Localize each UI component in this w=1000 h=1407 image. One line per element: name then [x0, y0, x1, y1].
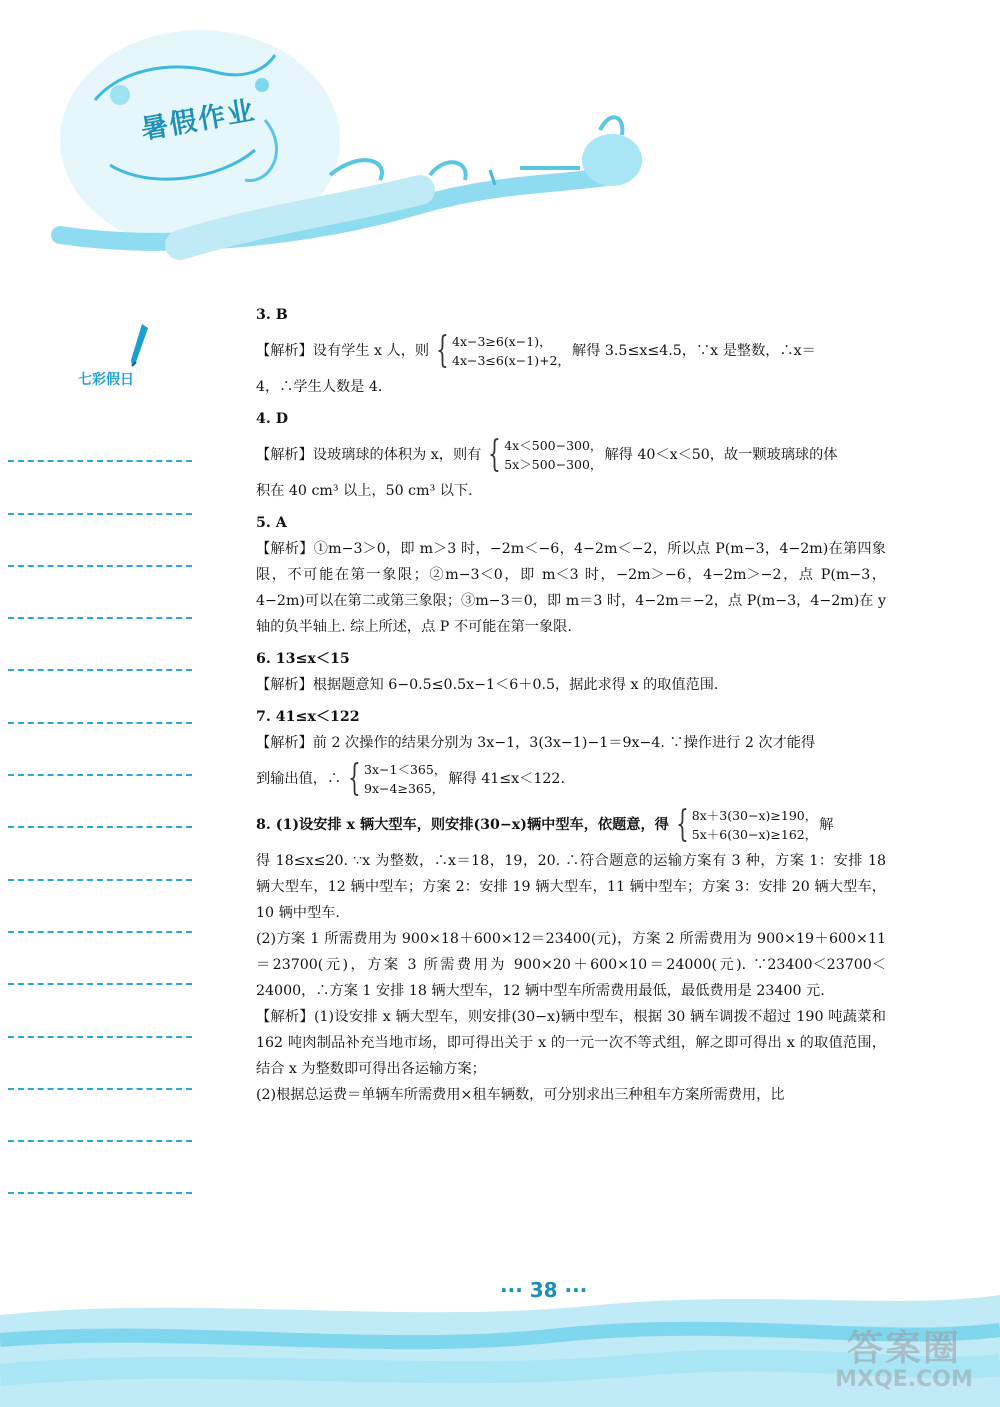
- note-line: [8, 567, 192, 619]
- q4-sys-1: 4x＜500−300，: [504, 438, 603, 453]
- q4-prefix: 【解析】设玻璃球的体积为 x，则有: [256, 447, 482, 463]
- q8-system: [671, 806, 817, 844]
- q8-intro: [256, 806, 886, 844]
- q8-sys-2: 5x＋6(30−x)≥162，: [691, 827, 818, 842]
- q4-suffix: 解得 40＜x＜50，故一颗玻璃球的体: [604, 447, 838, 463]
- q7-sys-1: 3x−1＜365，: [364, 762, 447, 777]
- note-line: [8, 1038, 192, 1090]
- q7-answer: 7. 41≤x＜122: [256, 709, 360, 725]
- q3-line2: 4，∴学生人数是 4.: [256, 379, 383, 395]
- q5-analysis: 【解析】①m−3＞0，即 m＞3 时，−2m＜−6，4−2m＜−2，所以点 P(m−3，4−2m)在第四象限，不可能在第一象限；②m−3＜0，即 m＜3 时，−2m＞−6，4−2m＞−2，点 P(m−3，4−2m)可以在第二或第三象限；③m−3＝0，即 m＝3 时，4−2m＝−2，点 P(m−3，4−2m)在 y 轴的负半轴上. 综上所述，点 P 不可能在第一象限.: [256, 541, 886, 635]
- q3-sys-2: 4x−3≤6(x−1)+2，: [452, 353, 571, 368]
- brace-icon: {: [348, 758, 361, 799]
- answer-content: [256, 296, 886, 1108]
- page-number: ··· 38 ···: [500, 1278, 588, 1302]
- q8-analysis2: (2)根据总运费＝单辆车所需费用×租车辆数，可分别求出三种租车方案所需费用，比: [256, 1087, 785, 1103]
- header-title: 暑假作业: [138, 95, 259, 146]
- q3-prefix: 【解析】设有学生 x 人，则: [256, 343, 430, 359]
- note-line: [8, 1090, 192, 1142]
- q7-sys-2: 9x−4≥365，: [364, 781, 445, 796]
- q4-analysis: [256, 436, 886, 474]
- note-line: [8, 619, 192, 671]
- watermark-sub: MXQE.COM: [835, 1367, 973, 1392]
- note-line: [8, 462, 192, 514]
- brace-icon: {: [488, 434, 502, 475]
- q8-sys-1: 8x＋3(30−x)≥190，: [691, 808, 818, 823]
- note-line: [8, 776, 192, 828]
- note-line: [8, 985, 192, 1037]
- brace-icon: {: [675, 804, 689, 845]
- q7-system: [343, 760, 446, 798]
- watermark-main: 答案圈: [846, 1328, 961, 1369]
- note-line: [8, 410, 192, 462]
- note-line: [8, 515, 192, 567]
- q5-answer: 5. A: [256, 515, 287, 531]
- note-line: [8, 1142, 192, 1194]
- q8-part2: (2)方案 1 所需费用为 900×18＋600×12＝23400(元)，方案 2 所需费用为 900×19＋600×11＝23700(元)，方案 3 所需费用为 900×20＋600×10＝24000(元). ∵23400＜23700＜24000，∴方案 1 安排 18 辆大型车，12 辆中型车所需费用最低，最低费用是 23400 元.: [256, 931, 886, 999]
- watermark: [818, 1320, 990, 1392]
- q8-analysis1: 【解析】(1)设安排 x 辆大型车，则安排(30−x)辆中型车，根据 30 辆车调拨不超过 190 吨蔬菜和 162 吨肉制品补充当地市场，即可得出关于 x 的一元一次不等式组，解之即可得出 x 的取值范围，结合 x 为整数即可得出各运输方案；: [256, 1009, 886, 1077]
- q6-analysis: 【解析】根据题意知 6−0.5≤0.5x−1＜6＋0.5，据此求得 x 的取值范围.: [256, 677, 719, 693]
- q4-sys-2: 5x＞500−300，: [504, 457, 603, 472]
- pen-icon: [128, 322, 150, 368]
- q6-answer: 6. 13≤x＜15: [256, 651, 350, 667]
- q8-part1: 得 18≤x≤20. ∵x 为整数，∴x＝18，19，20. ∴符合题意的运输方案有 3 种，方案 1：安排 18 辆大型车，12 辆中型车；方案 2：安排 19 辆大型车，11 辆中型车；方案 3：安排 20 辆大型车，10 辆中型车.: [256, 853, 886, 921]
- q4-line2: 积在 40 cm³ 以上，50 cm³ 以下.: [256, 483, 473, 499]
- note-line: [8, 724, 192, 776]
- q7-prefix: 到输出值，∴: [256, 771, 342, 787]
- q8-suffix: 解: [819, 817, 834, 833]
- q7-suffix: 解得 41≤x＜122.: [448, 771, 565, 787]
- q7-line1: 【解析】前 2 次操作的结果分别为 3x−1，3(3x−1)−1＝9x−4. ∵操作进行 2 次才能得: [256, 735, 816, 751]
- q4-system: [483, 436, 602, 474]
- q7-analysis: [256, 760, 886, 798]
- q8-prefix: 8. (1)设安排 x 辆大型车，则安排(30−x)辆中型车，依题意，得: [256, 817, 669, 833]
- q3-sys-1: 4x−3≥6(x−1)，: [452, 334, 552, 349]
- note-line: [8, 881, 192, 933]
- q3-system: [431, 332, 570, 370]
- q4-answer: 4. D: [256, 411, 289, 427]
- note-line: [8, 933, 192, 985]
- q3-suffix: 解得 3.5≤x≤4.5，∵x 是整数，∴x＝: [572, 343, 816, 359]
- sidebar-label: 七彩假日: [78, 372, 134, 388]
- q3-answer: 3. B: [256, 307, 288, 323]
- note-line: [8, 671, 192, 723]
- brace-icon: {: [436, 330, 449, 371]
- note-line: [8, 828, 192, 880]
- q3-analysis: [256, 332, 886, 370]
- note-lines: [8, 410, 192, 1194]
